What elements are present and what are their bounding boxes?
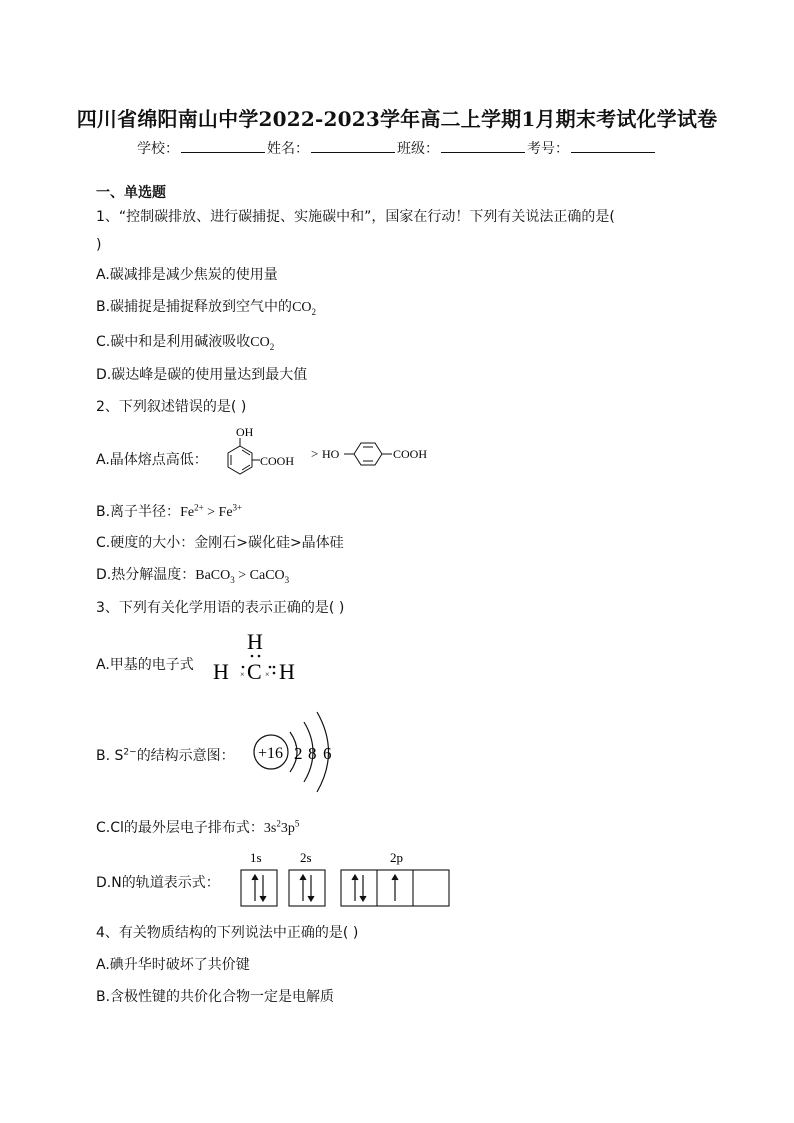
q1-co2-formula [292, 300, 316, 315]
methyl-x-mark: × [240, 670, 245, 679]
q1-option-c [96, 331, 274, 352]
q2-baco3: BaCO [195, 568, 231, 583]
q1-option-a: A.碳减排是减少焦炭的使用量 [96, 267, 278, 283]
q1-option-b-text: B.碳捕捉是捕捉释放到空气中的 [96, 299, 293, 315]
q1-co2-sub: 2 [311, 306, 317, 317]
q1-option-d: D.碳达峰是碳的使用量达到最大值 [96, 367, 308, 383]
sulfide-ion-structure-diagram [250, 706, 345, 798]
q1-stem: 1、“控制碳排放、进行碳捕捉、实施碳中和”，国家在行动！下列有关说法正确的是( [96, 209, 615, 225]
q2-option-d [96, 564, 289, 585]
section-heading: 一、单选题 [96, 185, 166, 201]
q1-co2-sub-c: 2 [269, 341, 275, 352]
q3-3s-count: 2 [276, 818, 281, 829]
q4-stem: 4、有关物质结构的下列说法中正确的是( ) [96, 925, 359, 941]
q4-option-a: A.碘升华时破坏了共价键 [96, 957, 250, 973]
q3-3s: 3s [263, 821, 277, 836]
q3-3p: 3p [280, 821, 295, 836]
q3-option-b [96, 745, 235, 765]
q1-option-c-text: C.碳中和是利用碱液吸收 [96, 334, 251, 350]
q3-option-b-prefix: B. S [96, 748, 124, 764]
q2-option-b-text: B.离子半径： [96, 504, 181, 520]
q2-option-b [96, 501, 242, 521]
q2-cooh-label: COOH [260, 454, 295, 468]
shell2-electrons: 8 [308, 744, 317, 763]
q3-option-b-text: 的结构示意图： [136, 748, 235, 764]
q3-electron-config [263, 818, 300, 836]
q2-oh-label: OH [236, 425, 254, 439]
orbital-1s-label: 1s [250, 850, 262, 865]
q2-fe-ions [180, 502, 243, 520]
name-label: 姓名： [267, 141, 309, 157]
q2-baco3-sub: 3 [230, 574, 235, 585]
name-blank [311, 139, 395, 153]
id-label: 考号： [527, 141, 569, 157]
q2-fe2: Fe [218, 505, 233, 520]
methyl-h-top: H [247, 629, 263, 654]
q2-fe2-charge: 3+ [232, 502, 243, 513]
orbital-boxes [241, 870, 449, 906]
q1-stem-end: ) [96, 237, 102, 253]
nitrogen-orbital-diagram [236, 846, 456, 910]
q1-co2-text: CO [292, 300, 312, 315]
salicylic-acid-structure [228, 438, 260, 474]
q3-option-a: A.甲基的电子式 [96, 657, 194, 673]
methyl-c: C [247, 659, 262, 684]
q2-ho-label: HO [322, 447, 340, 461]
school-blank [181, 139, 265, 153]
id-blank [571, 139, 655, 153]
q3-stem: 3、下列有关化学用语的表示正确的是( ) [96, 600, 345, 616]
q2-option-a: A.晶体熔点高低： [96, 452, 208, 468]
school-label: 学校： [137, 141, 179, 157]
q2-carbonates [195, 568, 289, 583]
q4-option-b: B.含极性键的共价化合物一定是电解质 [96, 989, 335, 1005]
methyl-x-mark-2: × [265, 670, 270, 679]
q1-co2-formula-c [250, 335, 274, 350]
q2-carbonate-gt: > [234, 568, 250, 583]
shell1-electrons: 2 [294, 744, 303, 763]
q2-caco3: CaCO [249, 568, 285, 583]
q2-fe-gt: > [203, 505, 219, 520]
class-blank [441, 139, 525, 153]
q2-caco3-sub: 3 [284, 574, 290, 585]
shell3-electrons: 6 [323, 744, 332, 763]
q3-option-c [96, 817, 299, 837]
q2-stem: 2、下列叙述错误的是( ) [96, 399, 247, 415]
p-hydroxybenzoic-acid-structure [344, 443, 392, 465]
class-label: 班级： [397, 141, 439, 157]
q3-s-charge: 2− [123, 747, 137, 758]
q2-fe1-charge: 2+ [194, 502, 204, 513]
page-title: 四川省绵阳南山中学2022-2023学年高二上学期1月期末考试化学试卷 [76, 107, 718, 131]
q3-option-c-text: C.Cl的最外层电子排布式： [96, 820, 264, 836]
q2-fe1: Fe [180, 505, 195, 520]
q2-cooh2-label: COOH [393, 447, 428, 461]
q1-option-b [96, 296, 316, 317]
methyl-h-right: H [279, 659, 295, 684]
nucleus-charge: +16 [258, 745, 284, 762]
q1-co2-text-c: CO [250, 335, 270, 350]
q2-option-d-text: D.热分解温度： [96, 567, 196, 583]
q3-option-d: D.N的轨道表示式： [96, 875, 220, 891]
q2-option-c: C.硬度的大小：金刚石>碳化硅>晶体硅 [96, 535, 344, 551]
orbital-2p-label: 2p [390, 850, 403, 865]
orbital-2s-label: 2s [300, 850, 312, 865]
q2-gt-symbol: > [311, 446, 319, 461]
methyl-h-left: H [213, 659, 229, 684]
q2-structure-formulas [212, 424, 462, 482]
q3-3p-count: 5 [294, 818, 300, 829]
methyl-electron-formula [208, 628, 304, 686]
student-info-line [0, 138, 794, 158]
